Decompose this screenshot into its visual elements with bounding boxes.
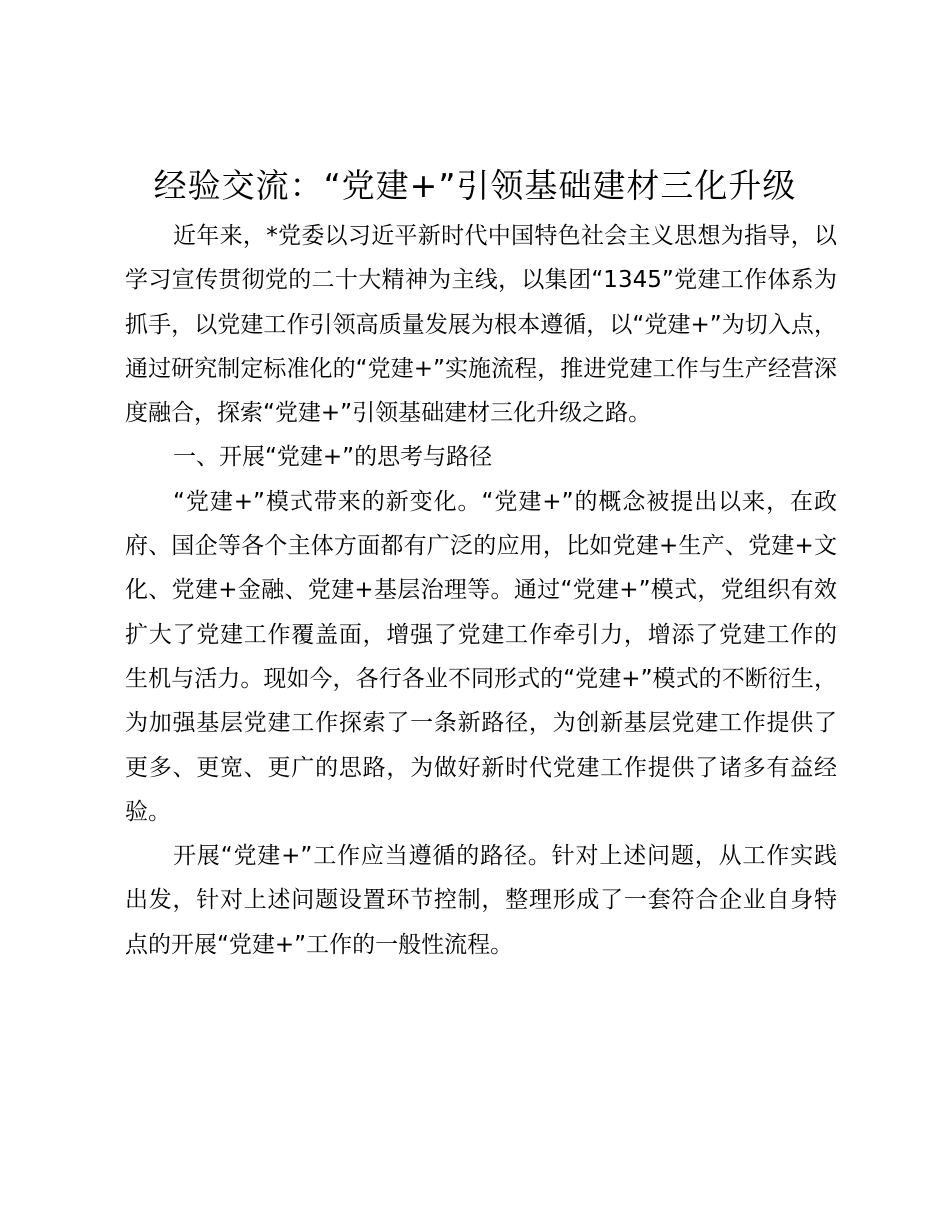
body-paragraph-new-changes: “党建+”模式带来的新变化。“党建+”的概念被提出以来，在政府、国企等各个主体方面都有广泛的应用，比如党建+生产、党建+文化、党建+金融、党建+基层治理等。通过“党建+”模式，党组织有效扩大了党建工作覆盖面，增强了党建工作牵引力，增添了党建工作的生机与活力。现如今，各行各业不同形式的“党建+”模式的不断衍生，为加强基层党建工作探索了一条新路径，为创新基层党建工作提供了更多、更宽、更广的思路，为做好新时代党建工作提供了诸多有益经验。 bbox=[125, 488, 837, 825]
body-paragraph-path: 开展“党建+”工作应当遵循的路径。针对上述问题，从工作实践出发，针对上述问题设置环节控制，整理形成了一套符合企业自身特点的开展“党建+”工作的一般性流程。 bbox=[125, 843, 837, 958]
document-title: 经验交流：“党建+”引领基础建材三化升级 bbox=[153, 166, 797, 205]
section-heading: 一、开展“党建+”的思考与路径 bbox=[173, 444, 493, 471]
intro-paragraph: 近年来，*党委以习近平新时代中国特色社会主义思想为指导，以学习宣传贯彻党的二十大精神为主线，以集团“1345”党建工作体系为抓手，以党建工作引领高质量发展为根本遵循，以“党建+”为切入点，通过研究制定标准化的“党建+”实施流程，推进党建工作与生产经营深度融合，探索“党建+”引领基础建材三化升级之路。 bbox=[125, 223, 837, 427]
document-body bbox=[125, 214, 837, 967]
